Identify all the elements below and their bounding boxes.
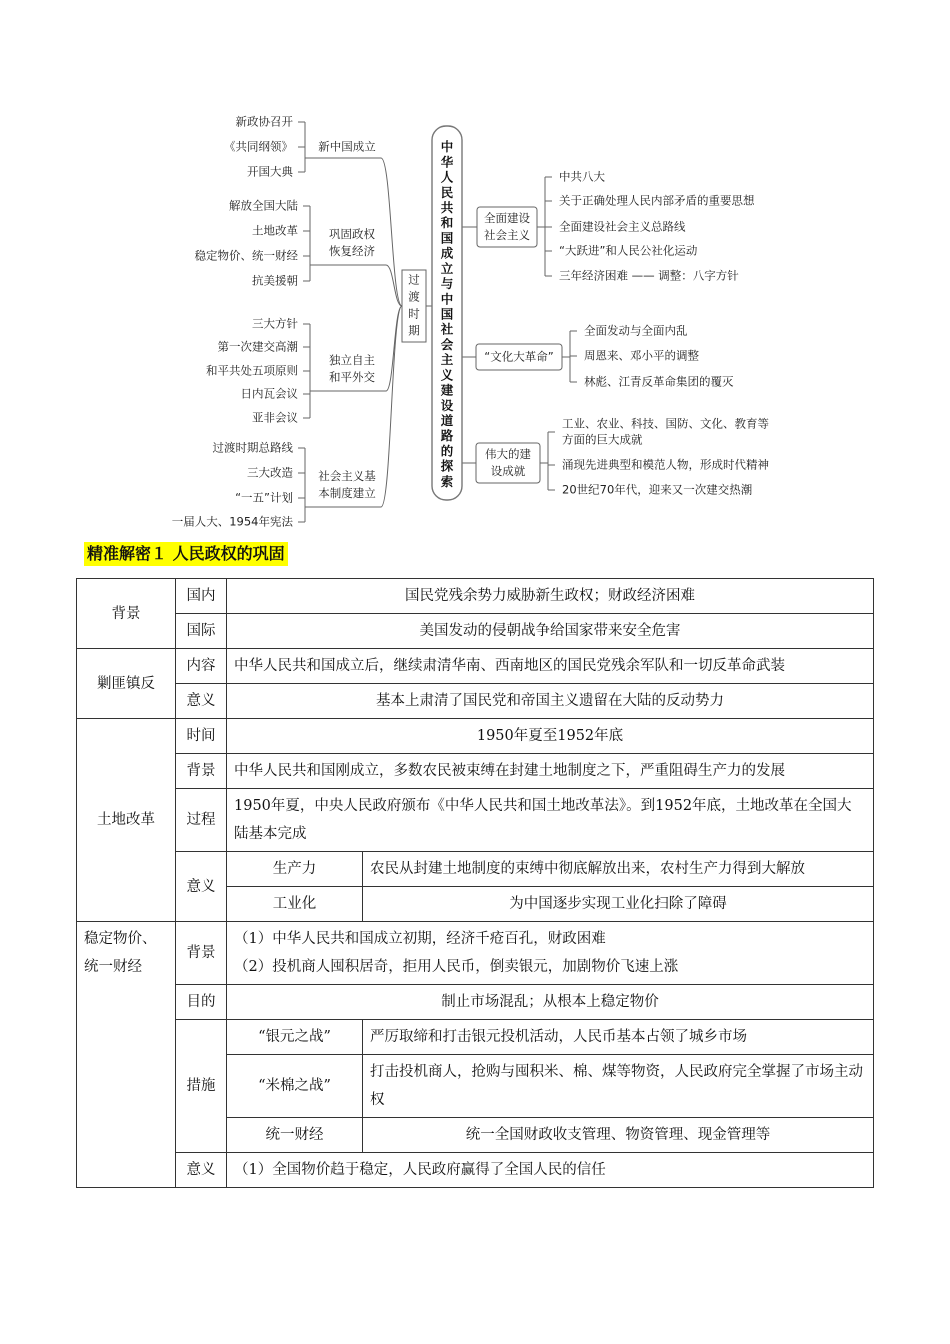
- left-leaf-label: 解放全国大陆: [229, 198, 298, 213]
- center-title-char: 人: [440, 169, 454, 185]
- left-branch-label: 和平外交: [329, 370, 375, 384]
- center-title-char: 民: [440, 184, 454, 200]
- cell-value: 制止市场混乱；从根本上稳定物价: [227, 985, 874, 1020]
- table-row: [77, 985, 874, 1020]
- cell-key: 背景: [176, 754, 227, 789]
- table-row: [77, 579, 874, 614]
- right-branch-label: 社会主义: [484, 228, 530, 242]
- center-title-char: 成: [440, 245, 454, 261]
- cell-key: 国内: [176, 579, 227, 614]
- center-title-char: 华: [440, 154, 454, 170]
- cell-key: 目的: [176, 985, 227, 1020]
- section-title: 精准解密１ 人民政权的巩固: [84, 542, 288, 566]
- right-leaf-label: 全面发动与全面内乱: [584, 323, 688, 338]
- cell-key: 时间: [176, 719, 227, 754]
- transition-char: 时: [408, 306, 420, 321]
- background-point-1: （1）中华人民共和国成立初期，经济千疮百孔，财政困难: [234, 931, 606, 947]
- center-title-char: 共: [440, 199, 454, 215]
- cell-value: 国民党残余势力威胁新生政权；财政经济困难: [227, 579, 874, 614]
- left-branch-label: 本制度建立: [318, 486, 376, 500]
- left-leaf-label: 新政协召开: [235, 114, 293, 129]
- cell-value: 打击投机商人，抢购与囤积米、棉、煤等物资，人民政府完全掌握了市场主动权: [363, 1055, 874, 1118]
- cell-subkey: “银元之战”: [227, 1020, 363, 1055]
- left-leaf-label: 第一次建交高潮: [217, 339, 298, 354]
- left-leaf-label: 开国大典: [247, 164, 293, 179]
- left-branch-label: 社会主义基: [318, 469, 376, 483]
- cell-value: 美国发动的侵朝战争给国家带来安全危害: [227, 614, 874, 649]
- left-leaf-label: 日内瓦会议: [240, 386, 298, 401]
- left-leaf-label: 稳定物价、统一财经: [194, 248, 298, 263]
- left-leaf-label: 亚非会议: [252, 410, 298, 425]
- center-title-char: 国: [440, 230, 454, 246]
- row-head-land-reform: 土地改革: [77, 719, 176, 922]
- right-leaf-label: 林彪、江青反革命集团的覆灭: [584, 374, 734, 389]
- right-branch-label: 全面建设: [484, 211, 530, 225]
- mind-map: [0, 0, 950, 540]
- left-leaf-label: 三大改造: [247, 465, 293, 480]
- table-row: [77, 719, 874, 754]
- table-row: [77, 789, 874, 852]
- center-title-char: 会: [440, 336, 454, 352]
- table-row: [77, 922, 874, 985]
- right-branch-label: “文化大革命”: [484, 349, 554, 364]
- center-title-char: 索: [440, 473, 454, 489]
- cell-key: 内容: [176, 649, 227, 684]
- left-branch-to-transition-line: [386, 265, 402, 306]
- left-branch-label: 恢复经济: [329, 244, 375, 258]
- cell-value: 1950年夏，中央人民政府颁布《中华人民共和国土地改革法》。到1952年底，土地改革在全国大陆基本完成: [227, 789, 874, 852]
- left-leaf-label: 《共同纲领》: [224, 139, 293, 154]
- cell-value: 农民从封建土地制度的束缚中彻底解放出来，农村生产力得到大解放: [363, 852, 874, 887]
- right-leaf-label: 方面的巨大成就: [562, 432, 643, 447]
- center-title-char: 义: [440, 367, 454, 383]
- right-leaf-label: 三年经济困难 —— 调整：八字方针: [559, 268, 739, 283]
- left-leaf-label: 过渡时期总路线: [212, 440, 293, 455]
- left-leaf-label: 和平共处五项原则: [206, 363, 298, 378]
- right-leaf-label: 中共八大: [559, 169, 605, 184]
- cell-key: 过程: [176, 789, 227, 852]
- cell-value: 为中国逐步实现工业化扫除了障碍: [363, 887, 874, 922]
- right-leaf-label: 20世纪70年代，迎来又一次建交热潮: [562, 482, 753, 497]
- left-branch-to-transition-line: [381, 306, 402, 507]
- left-leaf-label: 三大方针: [252, 316, 298, 331]
- left-leaf-label: “一五”计划: [235, 490, 293, 505]
- center-title-char: 建: [440, 382, 454, 398]
- row-head-background: 背景: [77, 579, 176, 649]
- center-title-char: 的: [440, 443, 454, 459]
- center-title-char: 社: [440, 321, 454, 337]
- center-title-char: 道: [440, 413, 454, 429]
- center-title-char: 国: [440, 306, 454, 322]
- cell-subkey: “米棉之战”: [227, 1055, 363, 1118]
- center-title-char: 立: [440, 260, 454, 276]
- table-row: [77, 1153, 874, 1188]
- center-title-char: 主: [440, 352, 454, 368]
- transition-char: 期: [408, 323, 420, 338]
- table-row: [77, 614, 874, 649]
- center-title-char: 中: [440, 291, 454, 307]
- right-leaf-label: “大跃进”和人民公社化运动: [559, 243, 698, 258]
- left-branch-to-transition-line: [381, 158, 402, 306]
- left-leaf-label: 抗美援朝: [252, 273, 298, 288]
- center-title-char: 和: [440, 215, 454, 231]
- right-branch-label: 伟大的建: [485, 447, 531, 461]
- cell-value: 严厉取缔和打击银元投机活动，人民币基本占领了城乡市场: [363, 1020, 874, 1055]
- cell-value: 统一全国财政收支管理、物资管理、现金管理等: [363, 1118, 874, 1153]
- cell-key: 意义: [176, 1153, 227, 1188]
- cell-value: [227, 922, 874, 985]
- cell-key: 国际: [176, 614, 227, 649]
- table-row: [77, 754, 874, 789]
- left-branch-label: 巩固政权: [329, 227, 375, 241]
- cell-subkey: 工业化: [227, 887, 363, 922]
- right-leaf-label: 关于正确处理人民内部矛盾的重要思想: [559, 193, 755, 208]
- row-head-bandit-suppression: 剿匪镇反: [77, 649, 176, 719]
- center-title-char: 中: [440, 139, 454, 155]
- cell-value: 1950年夏至1952年底: [227, 719, 874, 754]
- table-row: [77, 852, 874, 887]
- cell-value: 中华人民共和国成立后，继续肃清华南、西南地区的国民党残余军队和一切反革命武装: [227, 649, 874, 684]
- right-leaf-label: 全面建设社会主义总路线: [559, 219, 686, 234]
- table-row: [77, 684, 874, 719]
- table-row: [77, 1020, 874, 1055]
- transition-char: 过: [408, 272, 420, 287]
- cell-key: 措施: [176, 1020, 227, 1153]
- left-leaf-label: 土地改革: [252, 223, 298, 238]
- right-leaf-label: 周恩来、邓小平的调整: [584, 348, 699, 363]
- row-head-stabilize-prices: 稳定物价、统一财经: [77, 922, 176, 1188]
- right-branch-label: 设成就: [490, 464, 526, 478]
- cell-key: 意义: [176, 852, 227, 922]
- cell-value: 基本上肃清了国民党和帝国主义遗留在大陆的反动势力: [227, 684, 874, 719]
- center-title-char: 与: [440, 276, 454, 292]
- knowledge-table: [76, 578, 874, 1188]
- cell-key: 背景: [176, 922, 227, 985]
- center-title-char: 探: [440, 458, 454, 474]
- center-title-char: 设: [440, 397, 454, 413]
- mind-map-labels: [172, 115, 770, 529]
- left-branch-label: 独立自主: [329, 353, 375, 367]
- background-point-2: （2）投机商人囤积居奇，拒用人民币，倒卖银元，加剧物价飞速上涨: [234, 959, 679, 975]
- table-row: [77, 649, 874, 684]
- cell-value: （1）全国物价趋于稳定，人民政府赢得了全国人民的信任: [227, 1153, 874, 1188]
- cell-subkey: 生产力: [227, 852, 363, 887]
- center-title-char: 路: [440, 428, 454, 444]
- mind-map-boxes: [402, 126, 562, 500]
- cell-value: 中华人民共和国刚成立，多数农民被束缚在封建土地制度之下，严重阻碍生产力的发展: [227, 754, 874, 789]
- left-branch-to-transition-line: [386, 306, 402, 391]
- cell-key: 意义: [176, 684, 227, 719]
- cell-subkey: 统一财经: [227, 1118, 363, 1153]
- right-leaf-label: 工业、农业、科技、国防、文化、教育等: [562, 416, 769, 431]
- transition-char: 渡: [408, 289, 420, 304]
- left-branch-label: 新中国成立: [318, 139, 376, 154]
- right-leaf-label: 涌现先进典型和模范人物，形成时代精神: [562, 457, 769, 472]
- left-leaf-label: 一届人大、1954年宪法: [171, 514, 293, 529]
